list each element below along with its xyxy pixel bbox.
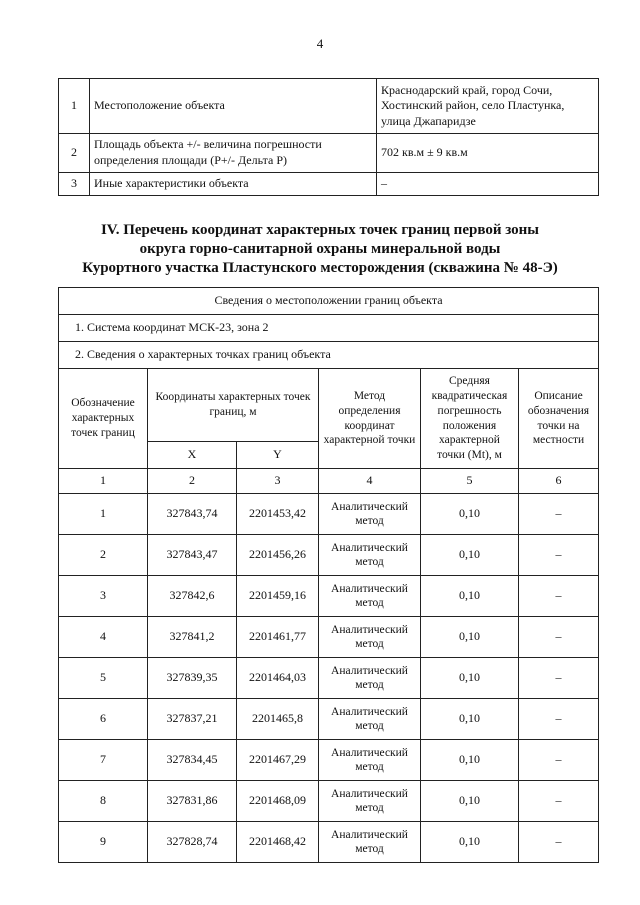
method-value: Аналитический метод — [319, 658, 421, 699]
x-value: 327842,6 — [148, 576, 237, 617]
heading-line: округа горно-санитарной охраны минеральной воды — [139, 241, 501, 258]
x-value: 327839,35 — [148, 658, 237, 699]
info-row — [59, 134, 599, 173]
point-number: 6 — [59, 699, 148, 740]
method-value: Аналитический метод — [319, 617, 421, 658]
mt-value: 0,10 — [421, 494, 519, 535]
table-row — [59, 617, 599, 658]
y-value: 2201456,26 — [237, 535, 319, 576]
table-row — [59, 699, 599, 740]
method-value: Аналитический метод — [319, 576, 421, 617]
table-title: Сведения о местоположении границ объекта — [59, 288, 599, 315]
description-value: – — [519, 494, 599, 535]
y-value: 2201468,42 — [237, 822, 319, 863]
description-value: – — [519, 576, 599, 617]
y-value: 2201461,77 — [237, 617, 319, 658]
x-value: 327837,21 — [148, 699, 237, 740]
x-value: 327831,86 — [148, 781, 237, 822]
point-number: 9 — [59, 822, 148, 863]
point-number: 7 — [59, 740, 148, 781]
y-value: 2201468,09 — [237, 781, 319, 822]
row-label: Местоположение объекта — [90, 79, 377, 134]
y-value: 2201453,42 — [237, 494, 319, 535]
info-row — [59, 79, 599, 134]
mt-value: 0,10 — [421, 740, 519, 781]
row-label: Площадь объекта +/- величина погрешности определения площади (P+/- Дельта P) — [90, 134, 377, 173]
header-description: Описание обозначения точки на местности — [519, 369, 599, 469]
header-error: Средняя квадратическая погрешность положения характерной точки (Mt), м — [421, 369, 519, 469]
coordinate-system: 1. Система координат МСК-23, зона 2 — [59, 315, 599, 342]
row-value: – — [377, 173, 599, 196]
description-value: – — [519, 617, 599, 658]
description-value: – — [519, 740, 599, 781]
info-row — [59, 173, 599, 196]
point-number: 3 — [59, 576, 148, 617]
page-number: 4 — [316, 36, 324, 51]
method-value: Аналитический метод — [319, 740, 421, 781]
point-number: 2 — [59, 535, 148, 576]
row-value: 702 кв.м ± 9 кв.м — [377, 134, 599, 173]
column-number: 5 — [421, 469, 519, 494]
column-number: 1 — [59, 469, 148, 494]
object-info-table — [58, 78, 599, 196]
points-caption: 2. Сведения о характерных точках границ объекта — [59, 342, 599, 369]
description-value: – — [519, 658, 599, 699]
section-heading — [0, 221, 640, 278]
table-row — [59, 494, 599, 535]
description-value: – — [519, 781, 599, 822]
mt-value: 0,10 — [421, 576, 519, 617]
x-value: 327843,47 — [148, 535, 237, 576]
description-value: – — [519, 822, 599, 863]
y-value: 2201459,16 — [237, 576, 319, 617]
y-value: 2201464,03 — [237, 658, 319, 699]
header-designation: Обозначение характерных точек границ — [59, 369, 148, 469]
mt-value: 0,10 — [421, 658, 519, 699]
mt-value: 0,10 — [421, 781, 519, 822]
header-x: X — [148, 442, 237, 469]
header-y: Y — [237, 442, 319, 469]
table-row — [59, 740, 599, 781]
method-value: Аналитический метод — [319, 535, 421, 576]
mt-value: 0,10 — [421, 822, 519, 863]
table-row — [59, 658, 599, 699]
table-row — [59, 781, 599, 822]
column-number: 4 — [319, 469, 421, 494]
x-value: 327834,45 — [148, 740, 237, 781]
description-value: – — [519, 699, 599, 740]
x-value: 327828,74 — [148, 822, 237, 863]
mt-value: 0,10 — [421, 535, 519, 576]
column-number: 3 — [237, 469, 319, 494]
column-number: 2 — [148, 469, 237, 494]
row-number: 3 — [59, 173, 90, 196]
method-value: Аналитический метод — [319, 822, 421, 863]
x-value: 327843,74 — [148, 494, 237, 535]
row-label: Иные характеристики объекта — [90, 173, 377, 196]
method-value: Аналитический метод — [319, 781, 421, 822]
table-row — [59, 535, 599, 576]
header-method: Метод определения координат характерной точки — [319, 369, 421, 469]
table-row — [59, 822, 599, 863]
x-value: 327841,2 — [148, 617, 237, 658]
header-coordinates: Координаты характерных точек границ, м — [148, 369, 319, 442]
point-number: 4 — [59, 617, 148, 658]
point-number: 8 — [59, 781, 148, 822]
y-value: 2201465,8 — [237, 699, 319, 740]
table-row — [59, 576, 599, 617]
heading-line: Курортного участка Пластунского месторождения (скважина № 48-Э) — [82, 260, 558, 277]
mt-value: 0,10 — [421, 617, 519, 658]
row-value: Краснодарский край, город Сочи, Хостинский район, село Пластунка, улица Джапаридзе — [377, 79, 599, 134]
method-value: Аналитический метод — [319, 494, 421, 535]
heading-line: IV. Перечень координат характерных точек границ первой зоны — [100, 222, 540, 238]
method-value: Аналитический метод — [319, 699, 421, 740]
row-number: 2 — [59, 134, 90, 173]
column-number: 6 — [519, 469, 599, 494]
point-number: 1 — [59, 494, 148, 535]
point-number: 5 — [59, 658, 148, 699]
mt-value: 0,10 — [421, 699, 519, 740]
description-value: – — [519, 535, 599, 576]
y-value: 2201467,29 — [237, 740, 319, 781]
row-number: 1 — [59, 79, 90, 134]
coordinates-table — [58, 287, 599, 863]
